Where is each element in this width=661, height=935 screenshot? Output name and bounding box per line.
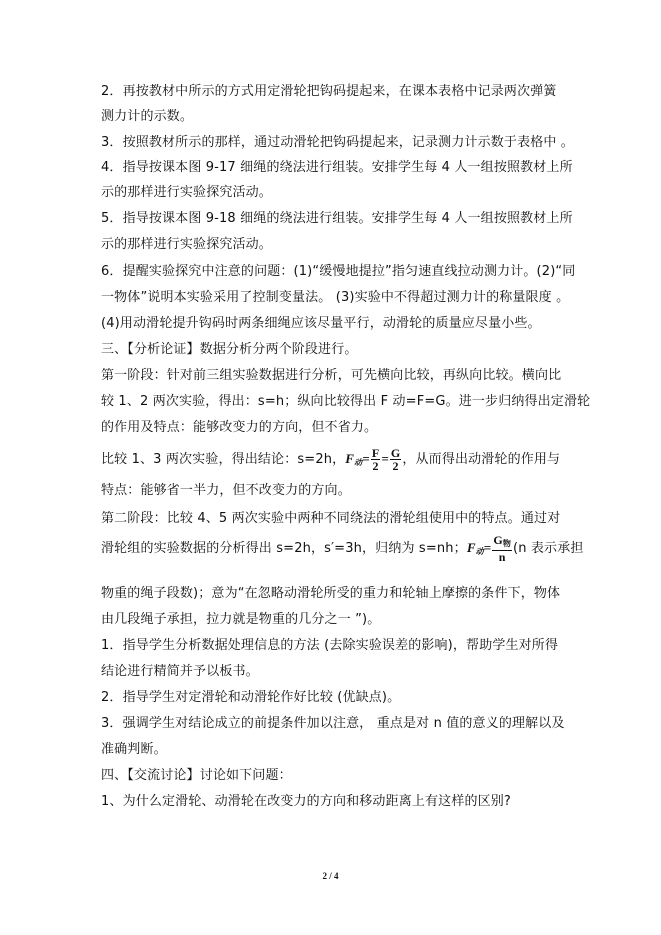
text-line: 示的那样进行实验探究活动。 [101, 237, 272, 252]
eq1-force: $F_动$ [345, 451, 363, 467]
eq1-prefix: 比较 1、3 两次实验，得出结论：s=2h， [101, 452, 346, 467]
eq2-force: $F_动$ [466, 540, 484, 556]
eq2-suffix: (n 表示承担 [513, 541, 584, 556]
text-line: 1、为什么定滑轮、动滑轮在改变力的方向和移动距离上有这样的区别? [101, 794, 511, 809]
text-line: 2．再按教材中所示的方式用定滑轮把钩码提起来，在课本表格中记录两次弹簧 [101, 84, 557, 99]
text-line: 较 1、2 两次实验，得出：s=h；纵向比较得出 F 动=F=G。进一步归纳得出定滑轮 [101, 394, 591, 409]
text-line: 由几段绳子承担，拉力就是物重的几分之一 ”)。 [101, 612, 381, 627]
eq2-prefix: 滑轮组的实验数据的分析得出 s=2h，s′=3h，归纳为 s=nh； [101, 541, 467, 556]
text-line: 的作用及特点：能够改变力的方向，但不省力。 [101, 420, 378, 435]
text-line: 第一阶段：针对前三组实验数据进行分析，可先横向比较，再纵向比较。横向比 [101, 368, 562, 383]
text-line: 特点：能够省一半力，但不改变力的方向。 [101, 483, 351, 498]
text-line: 2．指导学生对定滑轮和动滑轮作好比较 (优缺点)。 [101, 690, 401, 705]
eq2-fraction: $\frac{G_物}{n}$ [493, 533, 511, 564]
text-line: 1．指导学生分析数据处理信息的方法 (去除实验误差的影响)，帮助学生对所得 [101, 638, 559, 653]
text-line: 准确判断。 [101, 742, 167, 757]
text-line: 5．指导按课本图 9-18 细绳的绕法进行组装。安排学生每 4 人一组按照教材上所 [101, 211, 573, 226]
eq1-fraction-g: $\frac{G}{2}$ [390, 446, 401, 473]
text-line: 3．按照教材所示的那样，通过动滑轮把钩码提起来，记录测力计示数于表格中 。 [101, 135, 574, 150]
text-line: 3．强调学生对结论成立的前提条件加以注意， 重点是对 n 值的意义的理解以及 [101, 716, 565, 731]
text-line: 结论进行精简并予以板书。 [101, 664, 259, 679]
equation-line-2: 滑轮组的实验数据的分析得出 s=2h，s′=3h，归纳为 s=nh；$F_动=$ $\frac{G_物}{n}$ (n 表示承担 [101, 533, 584, 564]
text-line: 测力计的示数。 [101, 109, 194, 124]
text-line: 第二阶段：比较 4、5 两次实验中两种不同绕法的滑轮组使用中的特点。通过对 [101, 511, 561, 526]
text-line: (4)用动滑轮提升钩码时两条细绳应该尽量平行，动滑轮的质量应尽量小些。 [101, 316, 541, 331]
text-line: 6．提醒实验探究中注意的问题：(1)“缓慢地提拉”指匀速直线拉动测力计。(2)“同 [101, 264, 576, 279]
text-line: 物重的绳子段数)；意为“在忽略动滑轮所受的重力和轮轴上摩擦的条件下，物体 [101, 586, 561, 601]
equation-line-1: 比较 1、3 两次实验，得出结论：s=2h，$F_动=$ $\frac{F}{2}$ = $\frac{G}{2}$ ，从而得出动滑轮的作用与 [101, 446, 561, 473]
text-line: 一物体”说明本实验采用了控制变量法。 (3)实验中不得超过测力计的称量限度 。 [101, 290, 570, 305]
eq1-fraction-f: $\frac{F}{2}$ [371, 446, 380, 473]
text-line: 示的那样进行实验探究活动。 [101, 185, 272, 200]
section-heading: 四、【交流讨论】讨论如下问题： [101, 768, 292, 783]
page-number: 2 / 4 [322, 871, 339, 881]
section-heading: 三、【分析论证】数据分析分两个阶段进行。 [101, 342, 358, 357]
text-line: 4．指导按课本图 9-17 细绳的绕法进行组装。安排学生每 4 人一组按照教材上所 [101, 160, 573, 175]
eq1-suffix: ，从而得出动滑轮的作用与 [402, 452, 561, 467]
